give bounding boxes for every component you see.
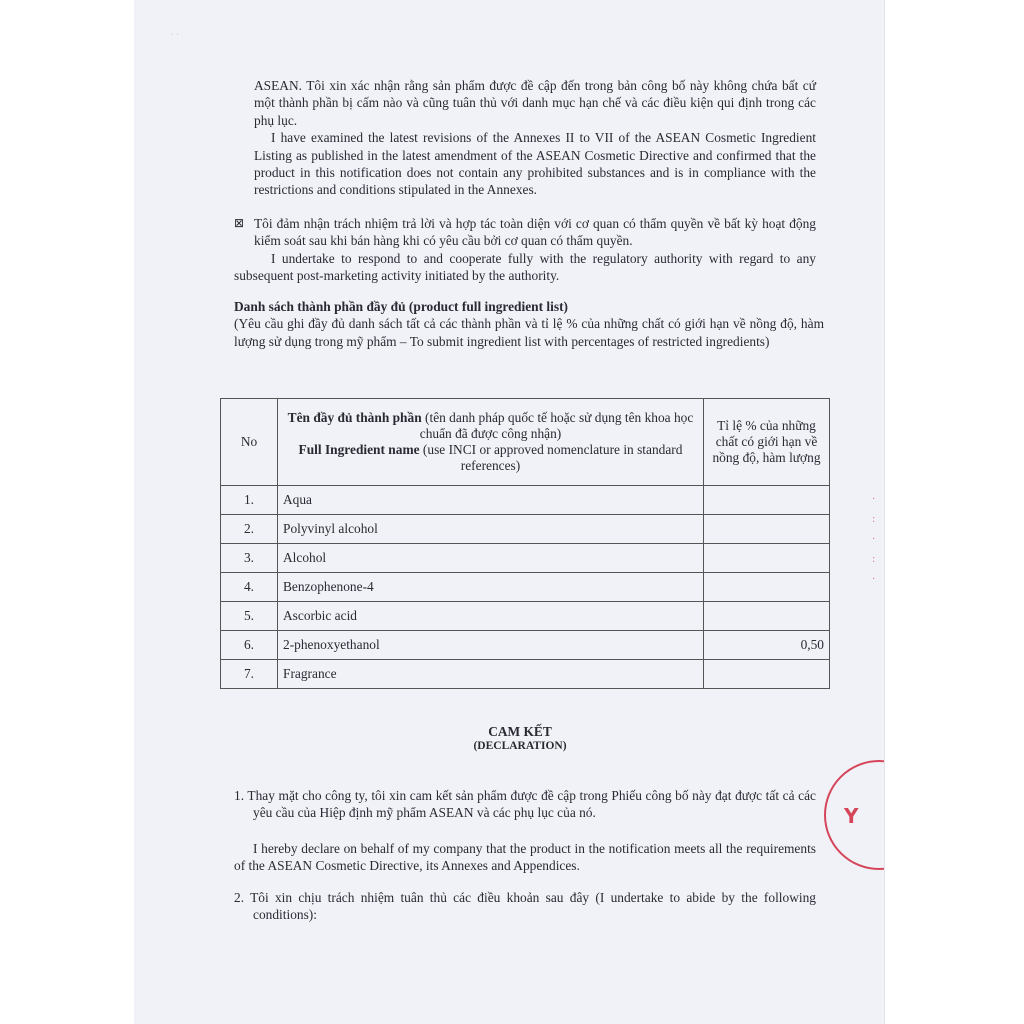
declaration-title-block	[420, 724, 620, 752]
declaration-item-1	[234, 787, 816, 875]
header-name-bold-en: Full Ingredient name	[298, 442, 420, 457]
row-no: 3.	[221, 544, 278, 573]
undertake-en-text: I undertake to respond to and cooperate fully with the regulatory authority with regard to any subsequent post-marketing activity initiated by the authority.	[234, 250, 816, 284]
row-percentage	[704, 515, 830, 544]
checked-box-icon: ⊠	[234, 216, 245, 230]
declaration-item-2-vi: 2. Tôi xin chịu trách nhiệm tuân thủ các điều khoản sau đây (I undertake to abide by the following conditions):	[234, 890, 816, 923]
row-percentage: 0,50	[704, 631, 830, 660]
intro-en-text: I have examined the latest revisions of the Annexes II to VII of the ASEAN Cosmetic Ingredient Listing as published in the latest amendment of the ASEAN Cosmetic Directive and confirmed that the product in this notification does not contain any prohibited substances and is in compliance with the restrictions and conditions stipulated in the Annexes.	[254, 130, 816, 198]
header-no: No	[221, 399, 278, 486]
intro-vi-text: ASEAN. Tôi xin xác nhận rằng sản phẩm được đề cập đến trong bản công bố này không chứa bất cứ một thành phần bị cấm nào và cũng tuân thủ với danh mục hạn chế và các điều kiện qui định trong các phụ lục.	[254, 78, 816, 128]
header-name-vi: (tên danh pháp quốc tế hoặc sử dụng tên khoa học chuẩn đã được công nhận)	[419, 410, 694, 441]
stamp-letter: Y	[844, 804, 859, 828]
header-name-bold-vi: Tên đầy đủ thành phần	[287, 410, 422, 425]
row-ingredient: Fragrance	[278, 660, 704, 689]
row-percentage	[704, 660, 830, 689]
table-row	[221, 631, 830, 660]
ingredient-list-note: (Yêu cầu ghi đầy đủ danh sách tất cả các thành phần và tỉ lệ % của những chất có giới hạn về nồng độ, hàm lượng sử dụng trong mỹ phẩm – To submit ingredient list with percentages of restricted ingredients)	[234, 316, 824, 349]
header-ingredient-name	[278, 399, 704, 486]
table-header-row	[221, 399, 830, 486]
row-percentage	[704, 573, 830, 602]
intro-section	[254, 77, 816, 199]
row-no: 1.	[221, 486, 278, 515]
row-no: 5.	[221, 602, 278, 631]
table-row	[221, 660, 830, 689]
declaration-subtitle: (DECLARATION)	[473, 740, 567, 752]
row-percentage	[704, 486, 830, 515]
row-percentage	[704, 602, 830, 631]
row-ingredient: 2-phenoxyethanol	[278, 631, 704, 660]
ingredient-list-heading: Danh sách thành phần đầy đủ (product full ingredient list)	[234, 299, 568, 314]
red-seal-fragment: · : · : ·	[872, 494, 876, 585]
row-ingredient: Aqua	[278, 486, 704, 515]
undertake-section	[234, 215, 816, 285]
row-ingredient: Polyvinyl alcohol	[278, 515, 704, 544]
red-stamp	[824, 760, 884, 870]
table-row	[221, 573, 830, 602]
row-no: 4.	[221, 573, 278, 602]
table-row	[221, 602, 830, 631]
table-row	[221, 544, 830, 573]
declaration-item-2	[234, 889, 816, 924]
row-no: 2.	[221, 515, 278, 544]
row-ingredient: Alcohol	[278, 544, 704, 573]
declaration-item-1-en: I hereby declare on behalf of my company that the product in the notification meets all the requirements of the ASEAN Cosmetic Directive, its Annexes and Appendices.	[234, 840, 816, 874]
row-percentage	[704, 544, 830, 573]
row-no: 7.	[221, 660, 278, 689]
header-name-en: (use INCI or approved nomenclature in standard references)	[422, 442, 683, 473]
declaration-title: CAM KẾT	[488, 724, 552, 739]
scan-marks: · ·	[170, 30, 180, 41]
ingredient-list-header	[234, 298, 824, 350]
undertake-vi-text: Tôi đảm nhận trách nhiệm trả lời và hợp tác toàn diện với cơ quan có thẩm quyền về bất kỳ hoạt động kiểm soát sau khi bán hàng khi có yêu cầu bởi cơ quan có thẩm quyền.	[254, 216, 816, 249]
header-percentage: Tỉ lệ % của những chất có giới hạn về nồng độ, hàm lượng	[704, 399, 830, 486]
row-no: 6.	[221, 631, 278, 660]
table-row	[221, 486, 830, 515]
row-ingredient: Benzophenone-4	[278, 573, 704, 602]
ingredient-table	[220, 398, 830, 689]
declaration-item-1-vi: 1. Thay mặt cho công ty, tôi xin cam kết sản phẩm được đề cập trong Phiếu công bố này đạt được tất cả các yêu cầu của Hiệp định mỹ phẩm ASEAN và các phụ lục của nó.	[234, 788, 816, 821]
row-ingredient: Ascorbic acid	[278, 602, 704, 631]
table-row	[221, 515, 830, 544]
